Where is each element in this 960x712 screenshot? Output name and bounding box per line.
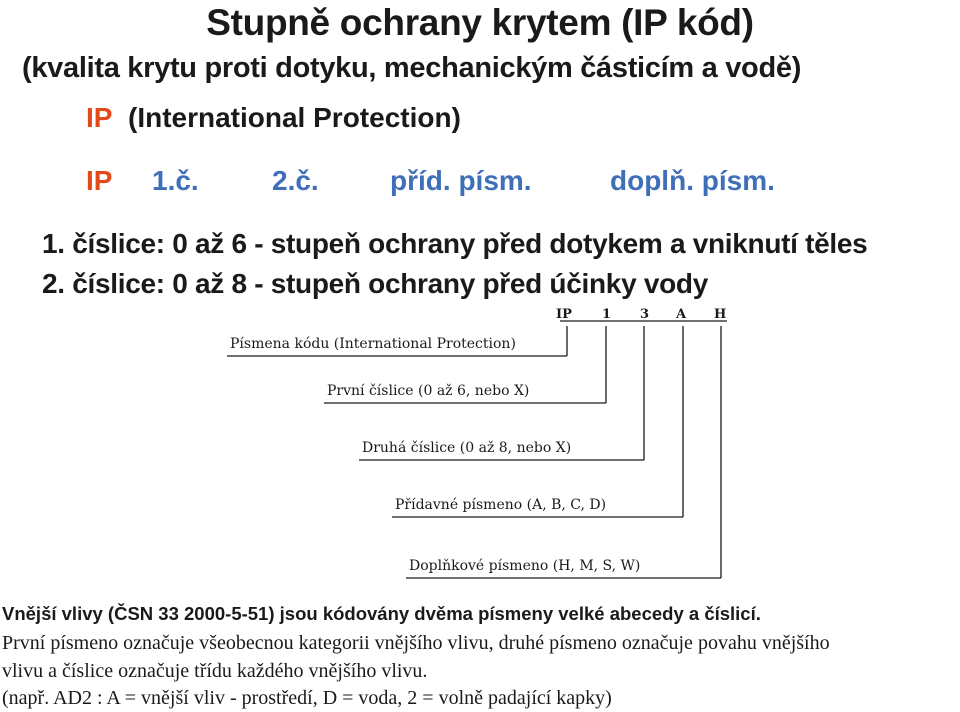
external-influences-heading: Vnější vlivy (ČSN 33 2000-5-51) jsou kódovány dvěma písmeny velké abecedy a číslicí. [2, 603, 761, 624]
page-subtitle: (kvalita krytu proti dotyku, mechanickým částicím a vodě) [22, 52, 802, 84]
code-part-supplementary-letter: doplň. písm. [610, 165, 775, 196]
paragraph-line-2: vlivu a číslice označuje třídu každého vnějšího vlivu. [2, 660, 428, 682]
second-digit-description: 2. číslice: 0 až 8 - stupeň ochrany před účinky vody [42, 268, 708, 299]
first-digit-description: 1. číslice: 0 až 6 - stupeň ochrany před dotykem a vniknutí těles [42, 228, 868, 259]
code-part-additional-letter: příd. písm. [390, 165, 532, 196]
header-digit-1: 1 [602, 307, 612, 322]
code-part-second-digit: 2.č. [272, 165, 319, 196]
diagram-label-code-letters: Písmena kódu (International Protection) [230, 336, 516, 352]
paragraph-line-3: (např. AD2 : A = vnější vliv - prostředí, D = voda, 2 = volně padající kapky) [2, 687, 612, 709]
ip-full-name: (International Protection) [128, 102, 461, 133]
diagram-label-first-digit: První číslice (0 až 6, nebo X) [327, 383, 530, 399]
header-ip: IP [556, 307, 572, 322]
ip-label: IP [86, 102, 113, 133]
ip-code-prefix: IP [86, 165, 113, 196]
page-title: Stupně ochrany krytem (IP kód) [206, 2, 754, 43]
code-part-first-digit: 1.č. [152, 165, 199, 196]
diagram-label-second-digit: Druhá číslice (0 až 8, nebo X) [362, 440, 572, 456]
diagram-label-additional-letter: Přídavné písmeno (A, B, C, D) [395, 497, 607, 513]
diagram-label-supplementary-letter: Doplňkové písmeno (H, M, S, W) [409, 558, 641, 574]
header-digit-2: 3 [640, 307, 650, 322]
header-letter-h: H [714, 307, 727, 322]
header-letter-a: A [676, 307, 687, 322]
paragraph-line-1: První písmeno označuje všeobecnou kategorii vnějšího vlivu, druhé písmeno označuje povahu vnějšího [2, 632, 830, 654]
